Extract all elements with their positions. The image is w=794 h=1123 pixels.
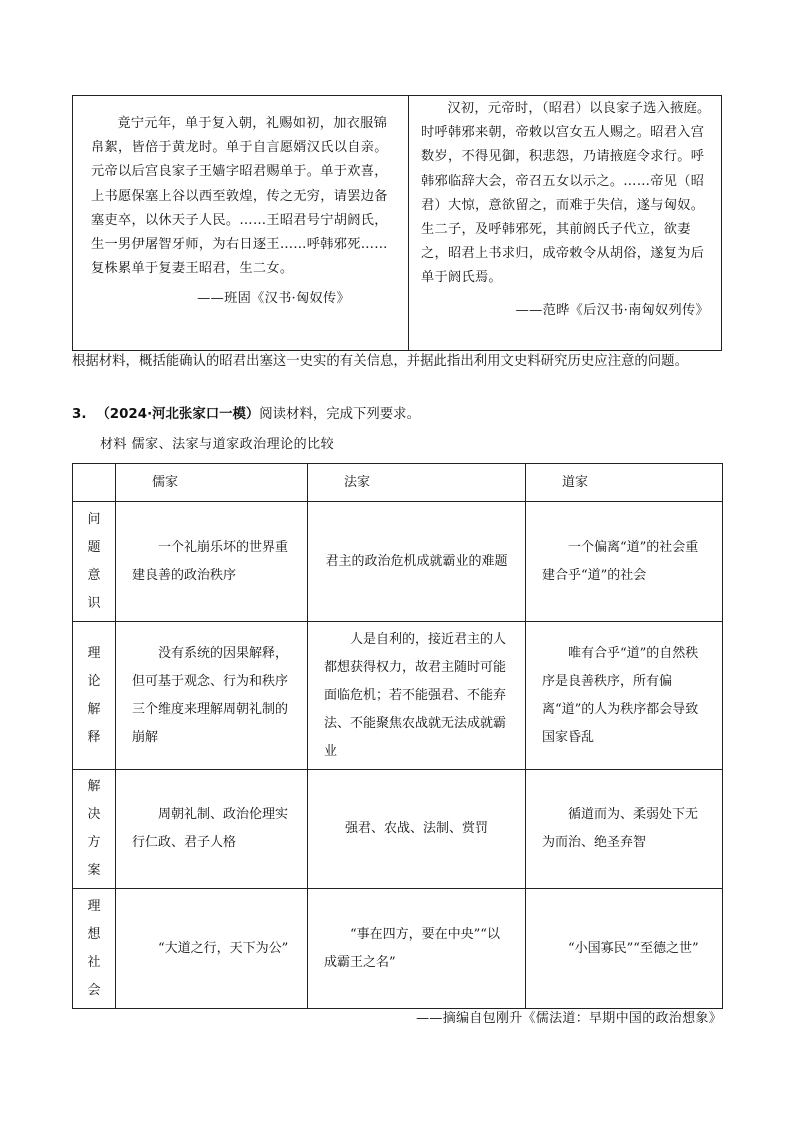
source-han-shu (73, 96, 408, 350)
question-number: 3. (72, 407, 87, 422)
source-citation: ——班固《汉书·匈奴传》 (197, 291, 350, 307)
question-instruction: 阅读材料，完成下列要求。 (259, 407, 420, 422)
table-cell: “小国寡民”“至德之世” (526, 889, 723, 1009)
table-cell: 人是自利的，接近君主的人都想获得权力，故君主随时可能面临危机；若不能强君、不能弃法、不能聚焦农战就无法成就霸业 (308, 622, 526, 770)
table-cell: 循道而为、柔弱处下无为而治、绝圣弃智 (526, 770, 723, 889)
table-cell: 唯有合乎“道”的自然秩序是良善秩序，所有偏离“道”的人为秩序都会导致国家昏乱 (526, 622, 723, 770)
question-source-tag: （2024·河北张家口一模） (96, 407, 260, 422)
table-cell: 强君、农战、法制、赏罚 (308, 770, 526, 889)
table-cell: 一个偏离“道”的社会重建合乎“道”的社会 (526, 502, 723, 622)
source-material-table (72, 95, 722, 351)
question-prompt: 根据材料，概括能确认的昭君出塞这一史实的有关信息，并据此指出利用文史料研究历史应注意的问题。 (72, 354, 688, 369)
source-hou-han-shu (409, 96, 723, 350)
table-citation: ——摘编自包刚升《儒法道：早期中国的政治想象》 (416, 1011, 722, 1026)
source-citation: ——范晔《后汉书·南匈奴列传》 (515, 302, 709, 318)
material-caption: 材料 儒家、法家与道家政治理论的比较 (100, 437, 335, 452)
row-label: 理 论 解 释 (73, 622, 116, 770)
table-row (73, 622, 723, 770)
table-row (73, 889, 723, 1009)
table-row (73, 502, 723, 622)
header-cell: 道家 (526, 464, 723, 502)
table-cell: 君主的政治危机成就霸业的难题 (308, 502, 526, 622)
header-cell: 儒家 (116, 464, 308, 502)
row-label: 理 想 社 会 (73, 889, 116, 1009)
source-text: 竟宁元年，单于复入朝，礼赐如初，加衣服锦帛絮，皆倍于黄龙时。单于自言愿婿汉氏以自亲。元帝以后宫良家子王嫱字昭君赐单于。单于欢喜，上书愿保塞上谷以西至敦煌，传之无穷，请罢边备塞吏卒，以休天子人民。……王昭君号宁胡阏氏，生一男伊屠智牙师，为右日逐王……呼韩邪死……复株累单于复妻王昭君，生二女。 (91, 116, 388, 277)
header-cell (73, 464, 116, 502)
table-row (73, 770, 723, 889)
source-text: 汉初，元帝时，（昭君）以良家子选入掖庭。时呼韩邪来朝，帝敕以宫女五人赐之。昭君入宫数岁，不得见御，积悲怨，乃请掖庭令求行。呼韩邪临辞大会，帝召五女以示之。……帝见（昭君）大惊，意欲留之，而难于失信，遂与匈奴。生二子，及呼韩邪死，其前阏氏子代立，欲妻之，昭君上书求归，成帝敕令从胡俗，遂复为后单于阏氏焉。 (421, 101, 711, 286)
header-cell: 法家 (308, 464, 526, 502)
table-cell: 没有系统的因果解释，但可基于观念、行为和秩序三个维度来理解周朝礼制的崩解 (116, 622, 308, 770)
table-cell: 一个礼崩乐坏的世界重建良善的政治秩序 (116, 502, 308, 622)
question-heading (72, 405, 420, 425)
table-cell: “大道之行，天下为公” (116, 889, 308, 1009)
table-cell: 周朝礼制、政治伦理实行仁政、君子人格 (116, 770, 308, 889)
table-cell: “事在四方，要在中央”“以成霸王之名” (308, 889, 526, 1009)
row-label: 解 决 方 案 (73, 770, 116, 889)
comparison-table (72, 463, 723, 1009)
row-label: 问 题 意 识 (73, 502, 116, 622)
table-header-row (73, 464, 723, 502)
